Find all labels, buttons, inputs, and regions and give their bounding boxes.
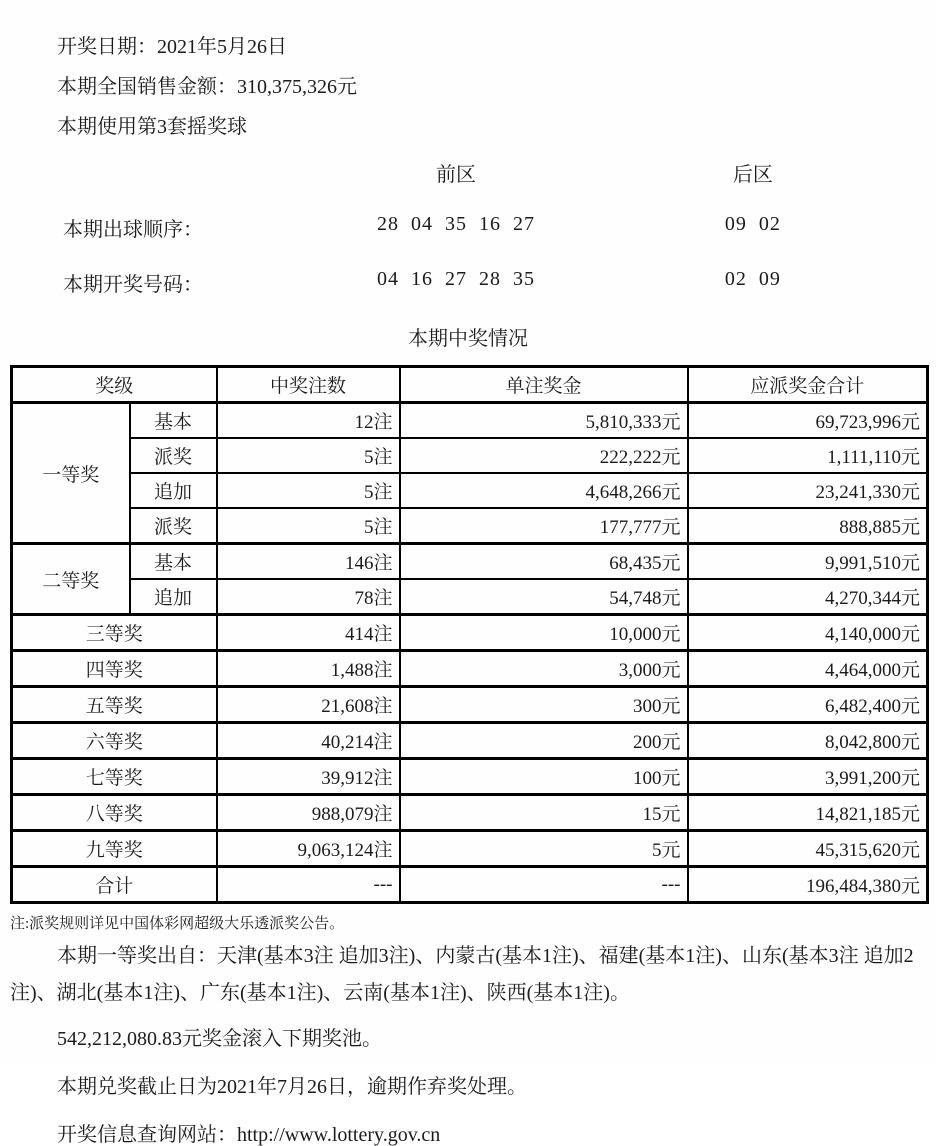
- draw-date-line: 开奖日期：2021年5月26日: [57, 36, 287, 58]
- bet-count-cell: 5注: [217, 438, 400, 473]
- draw-order-front-numbers: 28 04 35 16 27: [376, 213, 535, 235]
- total-prize-cell: 888,885元: [688, 508, 928, 544]
- header-single-prize: 单注奖金: [400, 367, 688, 403]
- total-prize-cell: 4,270,344元: [688, 579, 928, 615]
- prize-subtype-cell: 派奖: [130, 508, 217, 544]
- bet-count-cell: 9,063,124注: [217, 831, 400, 867]
- bet-count-cell: 21,608注: [217, 687, 400, 723]
- prize-level-cell: 八等奖: [12, 795, 217, 831]
- single-prize-cell: 3,000元: [400, 651, 688, 687]
- prize-subtype-cell: 基本: [130, 403, 217, 439]
- winning-back-numbers: 02 09: [724, 268, 781, 290]
- website-line: 开奖信息查询网站：http://www.lottery.gov.cn: [57, 1124, 441, 1146]
- header-prize-level: 奖级: [12, 367, 217, 403]
- total-prize-cell: 4,464,000元: [688, 651, 928, 687]
- table-header-row: [12, 367, 928, 403]
- bet-count-cell: 5注: [217, 473, 400, 508]
- sales-amount-line: 本期全国销售金额：310,375,326元: [57, 76, 357, 98]
- single-prize-cell: ---: [400, 867, 688, 903]
- total-prize-cell: 6,482,400元: [688, 687, 928, 723]
- prize-subtype-cell: 追加: [130, 473, 217, 508]
- prize-level-cell: 七等奖: [12, 759, 217, 795]
- total-prize-cell: 23,241,330元: [688, 473, 928, 508]
- prize-level-cell: 六等奖: [12, 723, 217, 759]
- prize-level-cell: 一等奖: [12, 403, 130, 544]
- total-prize-cell: 196,484,380元: [688, 867, 928, 903]
- single-prize-cell: 177,777元: [400, 508, 688, 544]
- total-prize-cell: 9,991,510元: [688, 544, 928, 580]
- bet-count-cell: 1,488注: [217, 651, 400, 687]
- prize-table-title: 本期中奖情况: [408, 328, 528, 350]
- single-prize-cell: 5元: [400, 831, 688, 867]
- table-row: [12, 403, 928, 439]
- single-prize-cell: 4,648,266元: [400, 473, 688, 508]
- total-prize-cell: 1,111,110元: [688, 438, 928, 473]
- table-row: [12, 831, 928, 867]
- single-prize-cell: 5,810,333元: [400, 403, 688, 439]
- deadline-line: 本期兑奖截止日为2021年7月26日，逾期作弃奖处理。: [57, 1076, 527, 1098]
- prize-table: [10, 365, 929, 904]
- prize-subtype-cell: 基本: [130, 544, 217, 580]
- bet-count-cell: 40,214注: [217, 723, 400, 759]
- draw-order-back-numbers: 09 02: [724, 213, 781, 235]
- total-prize-cell: 14,821,185元: [688, 795, 928, 831]
- single-prize-cell: 54,748元: [400, 579, 688, 615]
- prize-level-cell: 九等奖: [12, 831, 217, 867]
- table-row: [12, 723, 928, 759]
- prize-level-cell: 合计: [12, 867, 217, 903]
- total-prize-cell: 3,991,200元: [688, 759, 928, 795]
- bet-count-cell: 78注: [217, 579, 400, 615]
- first-prize-origin-paragraph: 本期一等奖出自：天津(基本3注 追加3注)、内蒙古(基本1注)、福建(基本1注)、山东(基本3注 追加2注)、湖北(基本1注)、广东(基本1注)、云南(基本1注)、陕西(基本1注)。: [10, 945, 914, 1004]
- header-info-block: [0, 0, 936, 138]
- draw-order-row: [0, 213, 936, 242]
- total-prize-cell: 4,140,000元: [688, 615, 928, 651]
- table-row: [12, 687, 928, 723]
- total-prize-cell: 69,723,996元: [688, 403, 928, 439]
- table-row: [12, 438, 928, 473]
- front-zone-label: 前区: [435, 164, 476, 186]
- bet-count-cell: 414注: [217, 615, 400, 651]
- bet-count-cell: 988,079注: [217, 795, 400, 831]
- table-row: [12, 615, 928, 651]
- single-prize-cell: 100元: [400, 759, 688, 795]
- single-prize-cell: 222,222元: [400, 438, 688, 473]
- prize-level-cell: 五等奖: [12, 687, 217, 723]
- draw-order-label: 本期出球顺序：: [63, 219, 203, 241]
- table-row-total: [12, 867, 928, 903]
- rollover-line: 542,212,080.83元奖金滚入下期奖池。: [57, 1028, 382, 1050]
- single-prize-cell: 200元: [400, 723, 688, 759]
- header-total-prize: 应派奖金合计: [688, 367, 928, 403]
- rule-footnote: 注:派奖规则详见中国体彩网超级大乐透派奖公告。: [10, 916, 345, 932]
- table-row: [12, 473, 928, 508]
- bet-count-cell: 12注: [217, 403, 400, 439]
- winning-numbers-row: [0, 268, 936, 297]
- single-prize-cell: 10,000元: [400, 615, 688, 651]
- table-row: [12, 508, 928, 544]
- single-prize-cell: 15元: [400, 795, 688, 831]
- winning-numbers-label: 本期开奖号码：: [63, 274, 203, 296]
- single-prize-cell: 68,435元: [400, 544, 688, 580]
- table-row: [12, 579, 928, 615]
- table-row: [12, 759, 928, 795]
- total-prize-cell: 45,315,620元: [688, 831, 928, 867]
- prize-level-cell: 二等奖: [12, 544, 130, 615]
- table-row: [12, 651, 928, 687]
- prize-subtype-cell: 追加: [130, 579, 217, 615]
- ball-set-line: 本期使用第3套摇奖球: [57, 116, 247, 138]
- prize-level-cell: 四等奖: [12, 651, 217, 687]
- prize-level-cell: 三等奖: [12, 615, 217, 651]
- winning-front-numbers: 04 16 27 28 35: [376, 268, 535, 290]
- total-prize-cell: 8,042,800元: [688, 723, 928, 759]
- zone-header-row: [0, 158, 936, 187]
- table-row: [12, 795, 928, 831]
- back-zone-label: 后区: [732, 164, 773, 186]
- bet-count-cell: 146注: [217, 544, 400, 580]
- single-prize-cell: 300元: [400, 687, 688, 723]
- table-row: [12, 544, 928, 580]
- bet-count-cell: 39,912注: [217, 759, 400, 795]
- bet-count-cell: 5注: [217, 508, 400, 544]
- bet-count-cell: ---: [217, 867, 400, 903]
- prize-subtype-cell: 派奖: [130, 438, 217, 473]
- header-bet-count: 中奖注数: [217, 367, 400, 403]
